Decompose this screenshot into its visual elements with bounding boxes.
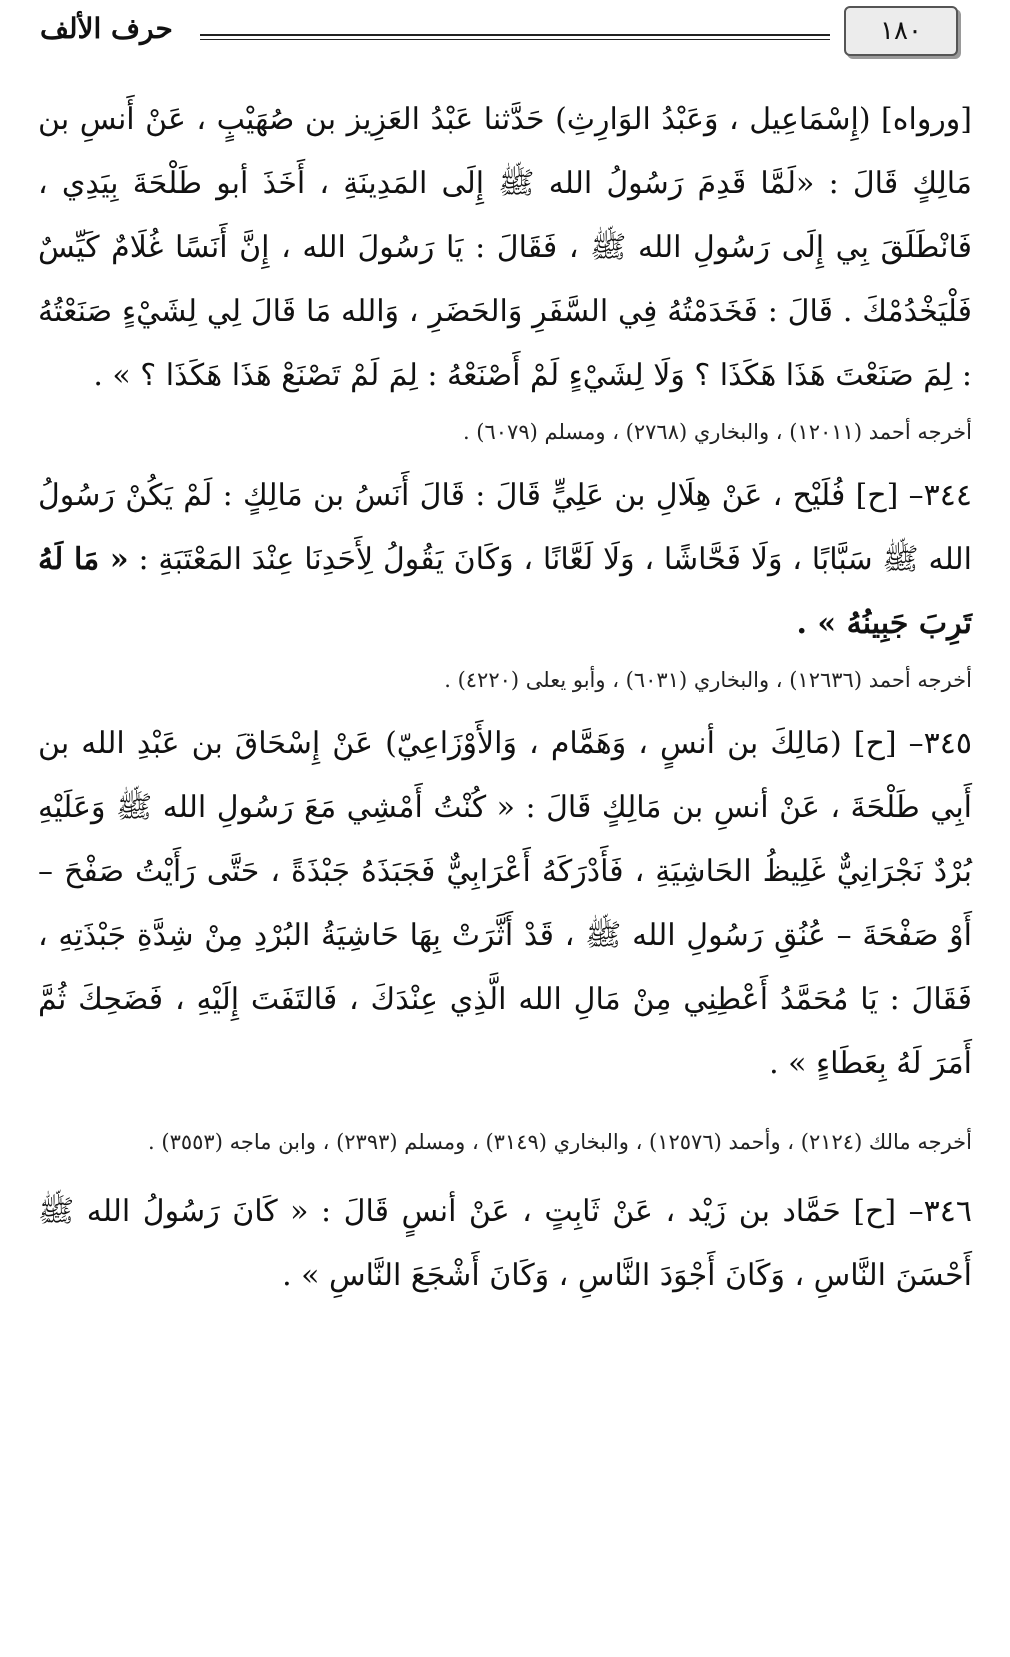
hadith-345: ٣٤٥– [ح] (مَالِكَ بن أنسٍ ، وَهَمَّام ، وَالأَوْزَاعِيّ) عَنْ إِسْحَاقَ بن عَبْدِ الله بن أَبِي طَلْحَةَ ، عَنْ أنسِ بن مَالِكٍ قَالَ : « كُنْتُ أَمْشِي مَعَ رَسُولِ الله ﷺ وَعَلَيْهِ بُرْدٌ نَجْرَانِيٌّ غَلِيظُ الحَاشِيَةِ ، فَأَدْرَكَهُ أَعْرَابِيٌّ فَجَبَذَهُ جَبْذَةً ، حَتَّى رَأَيْتُ صَفْحَ – أَوْ صَفْحَةَ – عُنُقِ رَسُولِ الله ﷺ ، قَدْ أَثَّرَتْ بِهَا حَاشِيَةُ البُرْدِ مِنْ شِدَّةِ جَبْذَتِهِ ، فَقَالَ : يَا مُحَمَّدُ أَعْطِنِي مِنْ مَالِ الله الَّذِي عِنْدَكَ ، فَالتَفَتَ إِلَيْهِ ، فَضَحِكَ ثُمَّ أَمَرَ لَهُ بِعَطَاءٍ » .: [38, 726, 972, 1081]
hadith-text: [ورواه] (إِسْمَاعِيل ، وَعَبْدُ الوَارِثِ) حَدَّثنا عَبْدُ العَزِيز بن صُهَيْبٍ ، عَنْ أَنسِ بن مَالِكٍ قَالَ : «لَمَّا قَدِمَ رَسُولُ الله ﷺ إِلَى المَدِينَةِ ، أَخَذَ أبو طَلْحَةَ بِيَدِي ، فَانْطَلَقَ بِي إِلَى رَسُولِ الله ﷺ ، فَقَالَ : يَا رَسُولَ الله ، إِنَّ أَنَسًا غُلَامٌ كَيِّسٌ فَلْيَخْدُمْكَ . قَالَ : فَخَدَمْتُهُ فِي السَّفَرِ وَالحَضَرِ ، وَالله مَا قَالَ لِي لِشَيْءٍ صَنَعْتُهُ : لِمَ صَنَعْتَ هَذَا هَكَذَا ؟ وَلَا لِشَيْءٍ لَمْ أَصْنَعْهُ : لِمَ لَمْ تَصْنَعْ هَذَا هَكَذَا ؟ » .: [38, 102, 973, 393]
takhrij-note: أخرجه أحمد (١٢٠١١) ، والبخاري (٢٧٦٨) ، ومسلم (٦٠٧٩) .: [462, 420, 972, 444]
hadith-344: [38, 464, 972, 656]
page-number: ١٨٠: [844, 6, 958, 56]
page-body: [38, 88, 972, 1308]
takhrij-note-345: أخرجه مالك (٢١٢٤) ، وأحمد (١٢٥٧٦) ، والبخاري (٣١٤٩) ، ومسلم (٢٣٩٣) ، وابن ماجه (٣٥٥٣) .: [148, 1130, 972, 1154]
page-header: [0, 0, 1010, 70]
hadith-346: ٣٤٦– [ح] حَمَّاد بن زَيْد ، عَنْ ثَابِتٍ ، عَنْ أنسٍ قَالَ : « كَانَ رَسُولُ الله ﷺ أَحْسَنَ النَّاسِ ، وَكَانَ أَجْوَدَ النَّاسِ ، وَكَانَ أَشْجَعَ النَّاسِ » .: [38, 1194, 972, 1293]
hadith-344-text: ٣٤٤– [ح] فُلَيْح ، عَنْ هِلَالِ بن عَلِيٍّ قَالَ : قَالَ أَنَسُ بن مَالِكٍ : لَمْ يَكُنْ رَسُولُ الله ﷺ سَبَّابًا ، وَلَا فَحَّاشًا ، وَلَا لَعَّانًا ، وَكَانَ يَقُولُ لِأَحَدِنَا عِنْدَ المَعْتَبَةِ :: [38, 478, 972, 577]
takhrij-note-344: أخرجه أحمد (١٢٦٣٦) ، والبخاري (٦٠٣١) ، وأبو يعلى (٤٢٢٠) .: [444, 668, 972, 692]
header-rule: [200, 34, 830, 40]
chapter-title: حرف الألف: [40, 12, 173, 45]
hadith-344-highlight: « مَا لَهُ تَرِبَ جَبِينُهُ » .: [38, 542, 972, 641]
